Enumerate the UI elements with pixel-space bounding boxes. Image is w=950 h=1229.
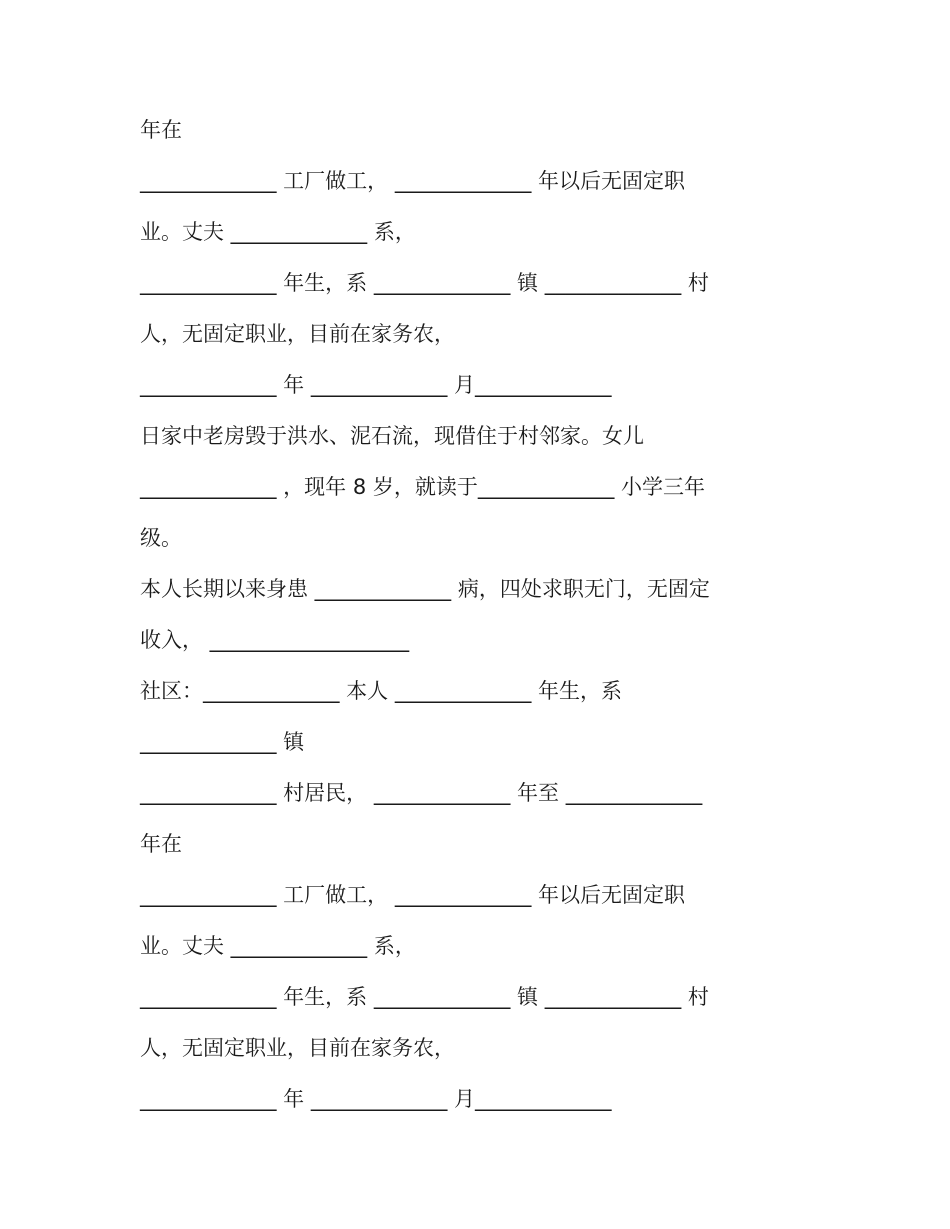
line-text: _____________ 年生，系 _____________ 镇 _____________ 村 [140,985,709,1009]
text-line [140,159,820,210]
line-text: _____________ 村居民， _____________ 年至 _____________ [140,781,703,805]
text-line [140,975,820,1026]
line-text: 本人长期以来身患 _____________ 病，四处求职无门，无固定 [140,577,710,601]
text-line [140,465,820,516]
line-text: 业。丈夫 _____________ 系， [140,934,416,958]
line-text: 级。 [140,526,182,550]
line-text: 年在 [140,118,182,142]
text-line [140,924,820,975]
line-text: 日家中老房毁于洪水、泥石流，现借住于村邻家。女儿 [140,424,644,448]
text-line [140,363,820,414]
line-text: 业。丈夫 _____________ 系， [140,220,416,244]
text-line [140,618,820,669]
text-line [140,669,820,720]
line-text: 人，无固定职业，目前在家务农， [140,1036,455,1060]
text-line [140,720,820,771]
text-line [140,210,820,261]
text-line [140,567,820,618]
line-text: 人，无固定职业，目前在家务农， [140,322,455,346]
line-text: _____________ 工厂做工， _____________ 年以后无固定职 [140,883,686,907]
line-text: _____________ 工厂做工， _____________ 年以后无固定职 [140,169,686,193]
line-text: 社区：_____________ 本人 _____________ 年生，系 [140,679,623,703]
line-text: _____________ 年 _____________ 月_____________ [140,1087,612,1111]
line-text: 收入， ___________________ [140,628,410,652]
line-text: _____________ 镇 [140,730,305,754]
line-text: 年在 [140,832,182,856]
line-text: _____________ ，现年 8 岁，就读于_____________ 小学三年 [140,475,706,499]
text-line [140,1077,820,1128]
text-line [140,261,820,312]
text-line [140,312,820,363]
text-line [140,414,820,465]
document-body [140,108,820,1128]
text-line [140,822,820,873]
text-line [140,771,820,822]
text-line [140,516,820,567]
text-line [140,1026,820,1077]
line-text: _____________ 年生，系 _____________ 镇 _____________ 村 [140,271,709,295]
line-text: _____________ 年 _____________ 月_____________ [140,373,612,397]
text-line [140,873,820,924]
text-line [140,108,820,159]
